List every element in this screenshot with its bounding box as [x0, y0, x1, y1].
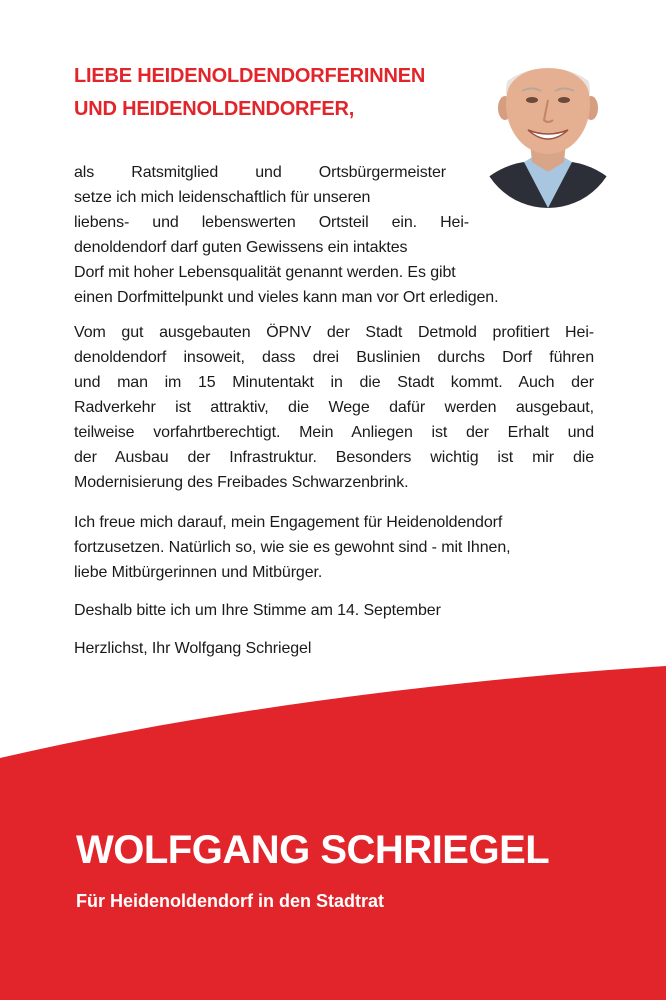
greeting-line-2: UND HEIDENOLDENDORFER, [74, 98, 355, 120]
greeting-line-1: LIEBE HEIDENOLDENDORFERINNEN [74, 65, 426, 87]
text-line: Ich freue mich darauf, mein Engagement für Heidenoldendorf [74, 514, 503, 531]
letter-signoff: Herzlichst, Ihr Wolfgang Schriegel [74, 640, 312, 657]
text-line: denoldendorf darf guten Gewissens ein intaktes [74, 239, 408, 256]
text-line: einen Dorfmittelpunkt und vieles kann man vor Ort erledigen. [74, 289, 499, 306]
text-line: fortzusetzen. Natürlich so, wie sie es gewohnt sind - mit Ihnen, [74, 539, 511, 556]
text-line: Dorf mit hoher Lebensqualität genannt werden. Es gibt [74, 264, 456, 281]
text-line: und man im 15 Minutentakt in die Stadt kommt. Auch der [74, 374, 594, 391]
text-line: Radverkehr ist attraktiv, die Wege dafür werden ausgebaut, [74, 399, 594, 416]
text-line: der Ausbau der Infrastruktur. Besonders wichtig ist mir die [74, 449, 594, 466]
text-line: Modernisierung des Freibades Schwarzenbrink. [74, 474, 409, 491]
text-line: als Ratsmitglied und Ortsbürgermeister [74, 164, 446, 181]
greeting-heading [74, 60, 474, 126]
candidate-tagline: Für Heidenoldendorf in den Stadtrat [76, 891, 385, 911]
candidate-name: WOLFGANG SCHRIEGEL [76, 828, 550, 872]
text-line: liebens- und lebenswerten Ortsteil ein. Hei- [74, 214, 469, 231]
letter-paragraph-3 [74, 510, 594, 585]
letter-paragraph-1 [74, 160, 594, 310]
text-line: Vom gut ausgebauten ÖPNV der Stadt Detmold profitiert Hei- [74, 324, 594, 341]
text-line: setze ich mich leidenschaftlich für unseren [74, 189, 371, 206]
letter-paragraph-2 [74, 320, 594, 495]
letter-paragraph-4: Deshalb bitte ich um Ihre Stimme am 14. September [74, 602, 441, 619]
text-line: liebe Mitbürgerinnen und Mitbürger. [74, 564, 323, 581]
text-line: teilweise vorfahrtberechtigt. Mein Anliegen ist der Erhalt und [74, 424, 594, 441]
text-line: denoldendorf insoweit, dass drei Buslinien durchs Dorf führen [74, 349, 594, 366]
